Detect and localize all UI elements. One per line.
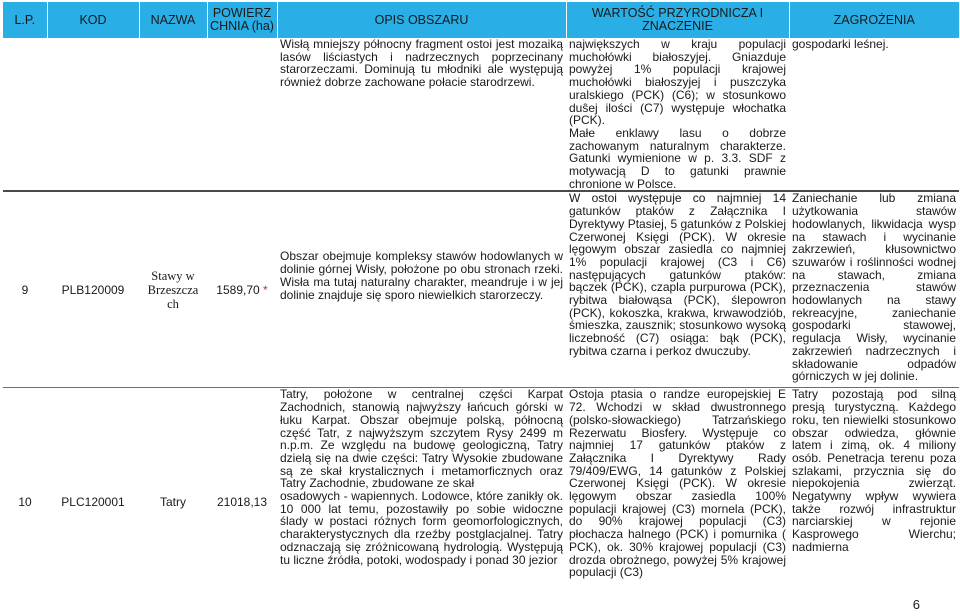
opis-paragraph: osadowych - wapiennych. Lodowce, które zanikły ok. 10 000 lat temu, pozostawiły po sobie widoczne ślady w postaci różnych form geomorfologicznych, charakterystycznych dla rzeźby postglacjalnej. Tatry odznaczają się zróżnicowaną hydrologią. Występują tu liczne źródła, potoki, wodospady i ponad 30 jezior [280,489,563,567]
opis-paragraph: Tatry, położone w centralnej części Karpat Zachodnich, stanowią najwyższy łańcuch górski w łuku Karpat. Obszar obejmuje polską, północną część Tatr, z najwyższym szczytem Rysy 2499 m n.p.m. Ze względu na budowę geologiczną, Tatry dzielą się na dwie części: Tatry Wysokie zbudowane są ze skał krystalicznych i metamorficznych oraz Tatry Zachodnie, zbudowane ze skał [280,387,563,491]
row-opis [277,191,566,388]
header-nazwa: NAZWA [139,2,207,38]
header-zagrozenia: ZAGROŻENIA [789,2,959,38]
header-kod: KOD [47,2,139,38]
header-powierzchnia: POWIERZ CHNIA (ha) [207,2,277,38]
opis-text: Obszar obejmuje kompleksy stawów hodowlanych w dolinie górnej Wisły, położone po obu stronach rzeki. Wisła ma tutaj naturalny charakter, meandruje i w jej dolinie znajduje się sporo niewielkich starorzeczy. [280,249,563,302]
row-zagrozenia: Tatry pozostają pod silną presją turystyczną. Każdego roku, ten niewielki stosunkowo obszar odwiedza, głównie latem i zimą, ok. 4 miliony osób. Penetracja terenu poza szlakami, przycznia się do niepokojenia zwierząt. Negatywny wpływ wywiera także rozwój infrastruktur narciarskiej w rejonie Kasprowego Wierchu; nadmierna [792,387,956,554]
row-wartosc: Ostoja ptasia o randze europejskiej E 72. Wchodzi w skład dwustronnego (polsko-słowackiego) Tatrzańskiego Rezerwatu Biosfery. Występuje co najmniej 17 gatunków ptaków z Załącznika I Dyrektywy Rady 79/409/EWG, 14 gatunków z Polskiej Czerwonej Księgi (PCK). W okresie lęgowym obszar zasiedla 100% populacji krajowej (C3) mornela (PCK), do 90% krajowej populacji (C3) płochacza halnego (PCK) i pomurnika ( PCK), ok. 30% krajowej populacji (C3) drozda obrożnego, powyżej 5% krajowej populacji (C3) [569,387,786,580]
table-row [3,191,959,388]
wartosc-paragraph: Małe enklawy lasu o dobrze zachowanym naturalnym charakterze. Gatunki wymienione w p. 3.3. SDF z motywacją D to gatunki prawnie chronione w Polsce. [569,125,786,191]
row-powierzchnia: 21018,13 [216,495,268,510]
page-number: 6 [912,597,920,612]
row-kod: PLB120009 [47,191,139,388]
row-wartosc [566,38,789,191]
row-zagrozenia: Zaniechanie lub zmiana użytkowania stawów hodowlanych, likwidacja wysp na stawach i wycinanie zakrzewień, kłusownictwo szuwarów i roślinności wodnej na stawach, zmiana przeznaczenia stawów hodowlanych na stawy rekreacyjne, zaniechanie gospodarki stawowej, regulacja Wisły, wycinanie zakrzewień nadrzecznych i składowanie odpadów górniczych w jej dolinie. [789,191,959,388]
table-row [3,388,959,616]
table-row [3,38,959,191]
row-nazwa: Stawy w Brzeszcza ch [139,191,207,388]
row-opis: Wisłą mniejszy północny fragment ostoi jest mozaiką lasów liściastych i nadrzecznych poprzecinany starorzeczami. Dominują tu młodniki ale występują również dobrze zachowane połacie starodrzewi. [277,38,566,191]
row-lp: 9 [3,191,47,388]
wartosc-paragraph: największych w kraju populacji muchołówki białoszyjej. Gniazduje powyżej 1% populacji krajowej muchołówki białoszyjej i puszczyka uralskiego (PCK) (C6); w stosunkowo duŝej ilości (C7) występuje włochatka (PCK). [569,37,786,128]
row-zagrozenia: gospodarki leśnej. [789,38,959,191]
header-row [3,2,959,38]
row-wartosc: W ostoi występuje co najmniej 14 gatunków ptaków z Załącznika I Dyrektywy Ptasiej, 5 gatunków z Polskiej Czerwonej Księgi (PCK). W okresie lęgowym obszar zasiedla co najmniej 1% populacji krajowej (C3 i C6) następujących gatunków ptaków: bączek (PCK), czapla purpurowa (PCK), rybitwa białowąsa (PCK), ślepowron (PCK), kokoszka, krakwa, krwawodziób, śmieszka, zausznik; stosunkowo wysoką liczebność (C7) osiąga: bąk (PCK), rybitwa czarna i perkoz dwuczuby. [566,191,789,388]
asterisk-mark: * [263,282,268,297]
sites-table [3,2,959,616]
area-value: 1589,70 [216,282,260,297]
header-wartosc: WARTOŚĆ PRZYRODNICZA I ZNACZENIE [566,2,789,38]
header-lp: L.P. [3,2,47,38]
row-kod: PLC120001 [61,495,125,510]
row-nazwa: Tatry [159,495,186,510]
row-opis [277,388,566,616]
row-lp: 10 [18,495,32,510]
row-powierzchnia [207,191,277,388]
header-opis: OPIS OBSZARU [277,2,566,38]
